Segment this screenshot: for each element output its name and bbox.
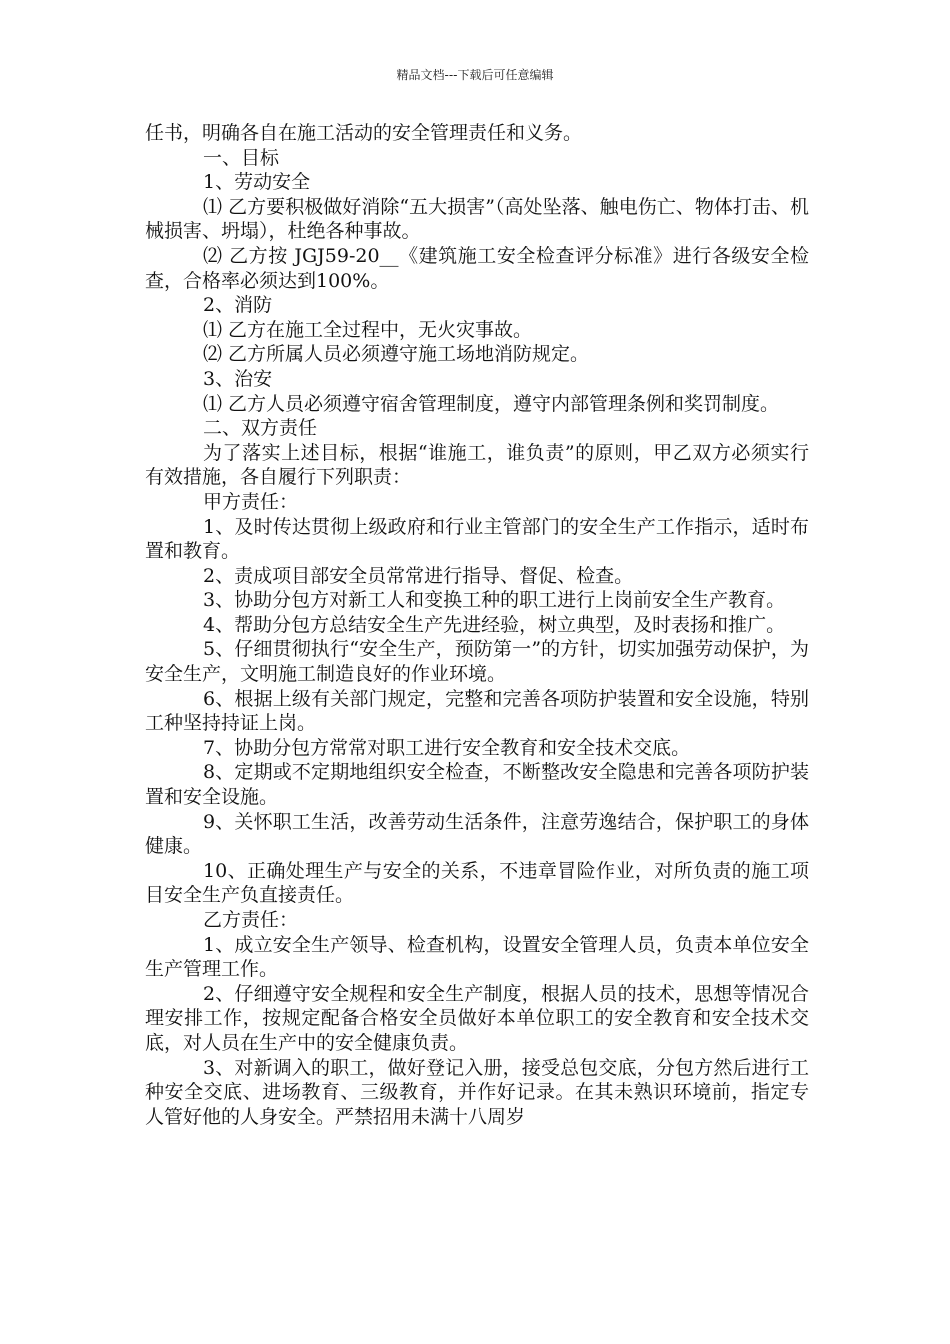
paragraph: 为了落实上述目标，根据“谁施工，谁负责”的原则，甲乙双方必须实行有效措施，各自履行下列职责： [145, 441, 809, 489]
paragraph: 乙方责任： [203, 909, 299, 931]
page-header: 精品文档---下载后可任意编辑 [396, 68, 554, 82]
paragraph: 1、成立安全生产领导、检查机构，设置安全管理人员，负责本单位安全生产管理工作。 [145, 933, 809, 981]
paragraph: 8、定期或不定期地组织安全检查，不断整改安全隐患和完善各项防护装置和安全设施。 [145, 761, 809, 809]
paragraph: ⑴ 乙方人员必须遵守宿舍管理制度，遵守内部管理条例和奖罚制度。 [203, 392, 780, 415]
paragraph: 1、及时传达贯彻上级政府和行业主管部门的安全生产工作指示，适时布置和教育。 [145, 515, 809, 563]
paragraph: 1、劳动安全 [203, 171, 311, 194]
paragraph: 2、消防 [203, 294, 273, 317]
paragraph: 2、仔细遵守安全规程和安全生产制度，根据人员的技术，思想等情况合理安排工作，按规定配备合格安全员做好本单位职工的安全教育和安全技术交底，对人员在生产中的安全健康负责。 [145, 982, 809, 1054]
paragraph: 10、正确处理生产与安全的关系，不违章冒险作业，对所负责的施工项目安全生产负直接责任。 [145, 859, 809, 907]
document-body [145, 121, 809, 1129]
paragraph: 3、协助分包方对新工人和变换工种的职工进行上岗前安全生产教育。 [203, 589, 786, 612]
paragraph: 7、协助分包方常常对职工进行安全教育和安全技术交底。 [203, 736, 691, 759]
paragraph: 6、根据上级有关部门规定，完整和完善各项防护装置和安全设施，特别工种坚持持证上岗。 [145, 687, 809, 735]
paragraph: 5、仔细贯彻执行“安全生产，预防第一”的方针，切实加强劳动保护，为安全生产，文明施工制造良好的作业环境。 [145, 638, 809, 686]
paragraph: 3、对新调入的职工，做好登记入册，接受总包交底，分包方然后进行工种安全交底、进场教育、三级教育，并作好记录。在其未熟识环境前，指定专人管好他的人身安全。严禁招用未满十八周岁 [145, 1056, 809, 1128]
paragraph: 二、双方责任 [203, 417, 318, 440]
paragraph: 一、目标 [203, 146, 280, 169]
paragraph: 9、关怀职工生活，改善劳动生活条件，注意劳逸结合，保护职工的身体健康。 [145, 810, 809, 858]
paragraph: 任书，明确各自在施工活动的安全管理责任和义务。 [145, 122, 583, 144]
paragraph: 3、治安 [203, 367, 273, 390]
paragraph: 2、责成项目部安全员常常进行指导、督促、检查。 [203, 564, 634, 587]
paragraph: 甲方责任： [203, 490, 299, 513]
paragraph: ⑵ 乙方所属人员必须遵守施工场地消防规定。 [203, 343, 590, 366]
paragraph: ⑴ 乙方在施工全过程中，无火灾事故。 [203, 318, 533, 341]
paragraph: ⑴ 乙方要积极做好消除“五大损害”（高处坠落、触电伤亡、物体打击、机械损害、坍塌），杜绝各种事故。 [145, 195, 809, 243]
paragraph: 4、帮助分包方总结安全生产先进经验，树立典型，及时表扬和推广。 [203, 613, 786, 636]
paragraph: ⑵ 乙方按 JGJ59-20__《建筑施工安全检查评分标准》进行各级安全检查，合格率必须达到100%。 [145, 244, 809, 292]
